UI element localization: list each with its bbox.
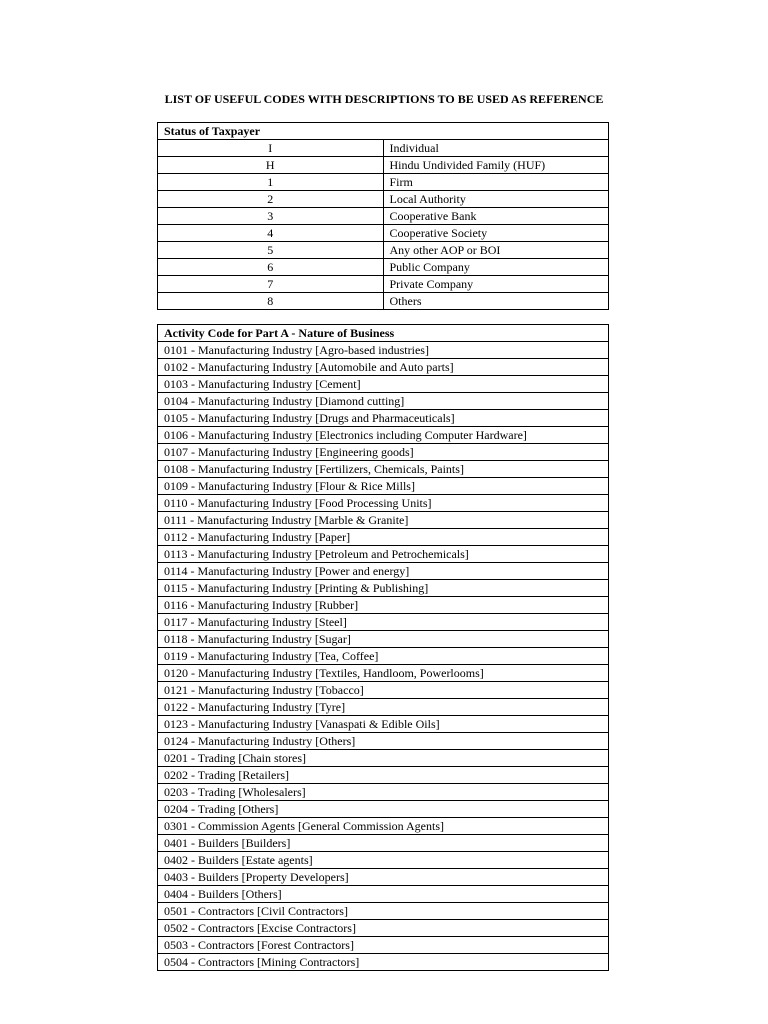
table-row: [158, 733, 609, 750]
activity-code-entry: 0107 - Manufacturing Industry [Engineering goods]: [158, 444, 609, 461]
status-label: Any other AOP or BOI: [383, 242, 609, 259]
activity-code-entry: 0105 - Manufacturing Industry [Drugs and Pharmaceuticals]: [158, 410, 609, 427]
table-row: [158, 259, 609, 276]
activity-table-header: Activity Code for Part A - Nature of Business: [158, 325, 609, 342]
activity-code-entry: 0118 - Manufacturing Industry [Sugar]: [158, 631, 609, 648]
table-row: [158, 174, 609, 191]
status-label: Private Company: [383, 276, 609, 293]
status-code: 8: [158, 293, 384, 310]
table-row: [158, 886, 609, 903]
activity-code-entry: 0404 - Builders [Others]: [158, 886, 609, 903]
activity-code-entry: 0202 - Trading [Retailers]: [158, 767, 609, 784]
activity-code-table: [157, 324, 609, 971]
table-row: [158, 767, 609, 784]
table-row: [158, 225, 609, 242]
status-label: Cooperative Bank: [383, 208, 609, 225]
table-row: [158, 716, 609, 733]
status-code: 4: [158, 225, 384, 242]
status-label: Cooperative Society: [383, 225, 609, 242]
activity-code-entry: 0101 - Manufacturing Industry [Agro-based industries]: [158, 342, 609, 359]
table-row: [158, 191, 609, 208]
table-row: [158, 495, 609, 512]
table-row: [158, 818, 609, 835]
page-title: LIST OF USEFUL CODES WITH DESCRIPTIONS TO BE USED AS REFERENCE: [164, 92, 604, 106]
activity-code-entry: 0109 - Manufacturing Industry [Flour & Rice Mills]: [158, 478, 609, 495]
status-label: Public Company: [383, 259, 609, 276]
activity-code-entry: 0102 - Manufacturing Industry [Automobile and Auto parts]: [158, 359, 609, 376]
activity-code-entry: 0117 - Manufacturing Industry [Steel]: [158, 614, 609, 631]
status-code: 6: [158, 259, 384, 276]
activity-code-entry: 0502 - Contractors [Excise Contractors]: [158, 920, 609, 937]
status-label: Local Authority: [383, 191, 609, 208]
table-row: [158, 614, 609, 631]
activity-code-entry: 0104 - Manufacturing Industry [Diamond cutting]: [158, 393, 609, 410]
activity-code-entry: 0121 - Manufacturing Industry [Tobacco]: [158, 682, 609, 699]
status-label: Hindu Undivided Family (HUF): [383, 157, 609, 174]
table-row: [158, 784, 609, 801]
activity-code-entry: 0124 - Manufacturing Industry [Others]: [158, 733, 609, 750]
table-row: [158, 954, 609, 971]
table-row: [158, 342, 609, 359]
activity-code-entry: 0201 - Trading [Chain stores]: [158, 750, 609, 767]
activity-code-entry: 0120 - Manufacturing Industry [Textiles, Handloom, Powerlooms]: [158, 665, 609, 682]
table-row: [158, 461, 609, 478]
table-row: [158, 903, 609, 920]
activity-code-entry: 0401 - Builders [Builders]: [158, 835, 609, 852]
status-code: 5: [158, 242, 384, 259]
table-header-row: [158, 325, 609, 342]
table-row: [158, 920, 609, 937]
table-row: [158, 157, 609, 174]
table-row: [158, 512, 609, 529]
activity-code-entry: 0111 - Manufacturing Industry [Marble & Granite]: [158, 512, 609, 529]
activity-code-entry: 0103 - Manufacturing Industry [Cement]: [158, 376, 609, 393]
activity-code-entry: 0119 - Manufacturing Industry [Tea, Coffee]: [158, 648, 609, 665]
activity-code-entry: 0203 - Trading [Wholesalers]: [158, 784, 609, 801]
table-row: [158, 801, 609, 818]
activity-code-entry: 0301 - Commission Agents [General Commission Agents]: [158, 818, 609, 835]
status-code: H: [158, 157, 384, 174]
table-row: [158, 478, 609, 495]
table-row: [158, 546, 609, 563]
activity-code-entry: 0110 - Manufacturing Industry [Food Processing Units]: [158, 495, 609, 512]
status-of-taxpayer-table: [157, 122, 609, 310]
activity-code-entry: 0504 - Contractors [Mining Contractors]: [158, 954, 609, 971]
activity-code-entry: 0122 - Manufacturing Industry [Tyre]: [158, 699, 609, 716]
table-row: [158, 580, 609, 597]
table-row: [158, 869, 609, 886]
status-table-header: Status of Taxpayer: [158, 123, 609, 140]
table-row: [158, 293, 609, 310]
activity-code-entry: 0204 - Trading [Others]: [158, 801, 609, 818]
table-row: [158, 242, 609, 259]
table-row: [158, 699, 609, 716]
activity-code-entry: 0402 - Builders [Estate agents]: [158, 852, 609, 869]
table-row: [158, 529, 609, 546]
status-code: I: [158, 140, 384, 157]
table-row: [158, 410, 609, 427]
activity-code-entry: 0108 - Manufacturing Industry [Fertilizers, Chemicals, Paints]: [158, 461, 609, 478]
table-row: [158, 208, 609, 225]
activity-code-entry: 0503 - Contractors [Forest Contractors]: [158, 937, 609, 954]
table-row: [158, 631, 609, 648]
activity-code-entry: 0123 - Manufacturing Industry [Vanaspati & Edible Oils]: [158, 716, 609, 733]
table-row: [158, 750, 609, 767]
table-row: [158, 597, 609, 614]
activity-code-entry: 0114 - Manufacturing Industry [Power and energy]: [158, 563, 609, 580]
table-row: [158, 648, 609, 665]
status-label: Others: [383, 293, 609, 310]
table-row: [158, 140, 609, 157]
status-code: 1: [158, 174, 384, 191]
table-header-row: [158, 123, 609, 140]
status-code: 3: [158, 208, 384, 225]
table-row: [158, 682, 609, 699]
table-row: [158, 852, 609, 869]
activity-code-entry: 0403 - Builders [Property Developers]: [158, 869, 609, 886]
table-row: [158, 563, 609, 580]
table-row: [158, 276, 609, 293]
table-row: [158, 393, 609, 410]
table-row: [158, 835, 609, 852]
table-row: [158, 444, 609, 461]
activity-code-entry: 0106 - Manufacturing Industry [Electronics including Computer Hardware]: [158, 427, 609, 444]
table-row: [158, 376, 609, 393]
activity-code-entry: 0116 - Manufacturing Industry [Rubber]: [158, 597, 609, 614]
status-label: Firm: [383, 174, 609, 191]
status-code: 7: [158, 276, 384, 293]
activity-code-entry: 0112 - Manufacturing Industry [Paper]: [158, 529, 609, 546]
activity-code-entry: 0501 - Contractors [Civil Contractors]: [158, 903, 609, 920]
status-code: 2: [158, 191, 384, 208]
status-label: Individual: [383, 140, 609, 157]
table-row: [158, 665, 609, 682]
activity-code-entry: 0115 - Manufacturing Industry [Printing & Publishing]: [158, 580, 609, 597]
table-row: [158, 937, 609, 954]
table-row: [158, 427, 609, 444]
table-row: [158, 359, 609, 376]
activity-code-entry: 0113 - Manufacturing Industry [Petroleum and Petrochemicals]: [158, 546, 609, 563]
